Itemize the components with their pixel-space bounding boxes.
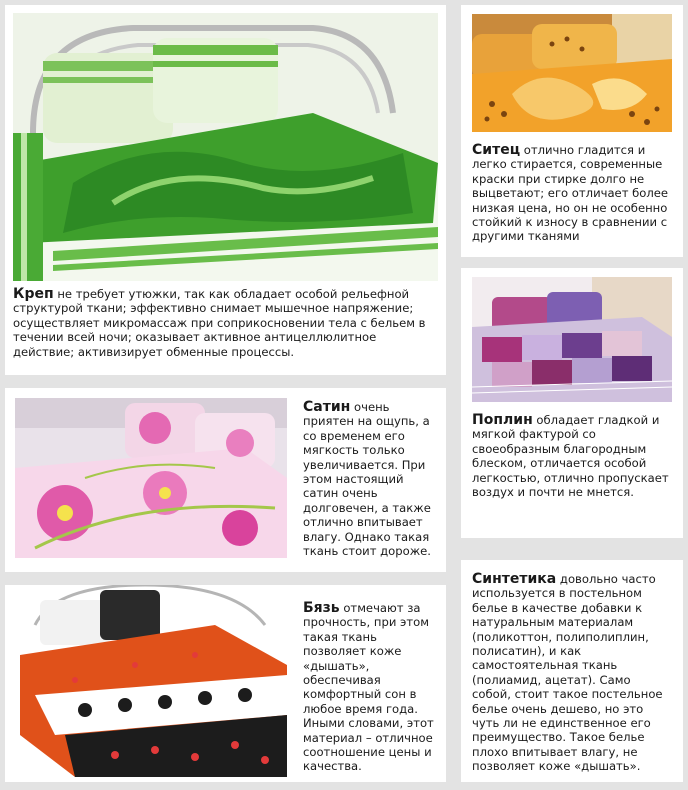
- sitec-text: отлично гладится и легко стирается, современные краски при стирке долго не выцветают; его отличает более низкая цена, но он не особенно стойкий к износу в сравнении с другими тканями: [472, 143, 669, 244]
- satin-text: очень приятен на ощупь, а со временем его мягкость только увеличивается. При этом настоящий сатин очень долговечен, а также отлично впитывает влагу. Однако такая ткань стоит дороже.: [303, 400, 431, 559]
- poplin-card: [461, 268, 683, 538]
- sintetika-description: [472, 572, 672, 774]
- sintetika-card: [461, 560, 683, 782]
- patchwork-bedding-photo: [472, 277, 672, 402]
- satin-description: [303, 400, 436, 558]
- satin-title: Сатин: [303, 399, 351, 415]
- krep-description: [13, 287, 438, 359]
- byaz-title: Бязь: [303, 600, 340, 616]
- green-floral-bedding-photo: [13, 13, 438, 281]
- byaz-card: [5, 585, 446, 782]
- pink-cosmos-bedding-photo: [15, 398, 287, 558]
- sintetika-title: Синтетика: [472, 571, 557, 587]
- sintetika-text: довольно часто используется в постельном белье в качестве добавки к натуральным материалам (поликоттон, полиполиплин, полисатин), и как самостоятельная ткань (полиамид, ацетат). Само собой, стоит такое постельное белье очень дешево, но это чуть ли не единственное его преимущество. Такое белье плохо впитывает влагу, не позволяет коже «дышать».: [472, 572, 663, 774]
- krep-card: [5, 5, 446, 375]
- poplin-title: Поплин: [472, 412, 533, 428]
- sitec-description: [472, 143, 672, 244]
- satin-card: [5, 388, 446, 572]
- poplin-text: обладает гладкой и мягкой фактурой со своеобразным благородным блеском, отличается особой легкостью, отлично пропускает воздух и почти не мнется.: [472, 413, 669, 500]
- krep-title: Креп: [13, 286, 54, 302]
- poplin-description: [472, 413, 672, 499]
- sitec-title: Ситец: [472, 142, 521, 158]
- orange-leopard-lily-bedding-photo: [472, 14, 672, 132]
- krep-text: не требует утюжки, так как обладает особой рельефной структурой ткани; эффективно снимает мышечное напряжение; осуществляет микромассаж при соприкосновении тела с бельем в течении всей ночи; оказывает активное антицеллюлитное действие; активизирует обменные процессы.: [13, 287, 426, 359]
- byaz-description: [303, 601, 436, 774]
- sitec-card: [461, 5, 683, 257]
- byaz-text: отмечают за прочность, при этом такая ткань позволяет коже «дышать», обеспечивая комфортный сон в любое время года. Иными словами, этот материал – отличное соотношение цены и качества.: [303, 601, 434, 774]
- cats-hearts-bedding-photo: [15, 585, 287, 777]
